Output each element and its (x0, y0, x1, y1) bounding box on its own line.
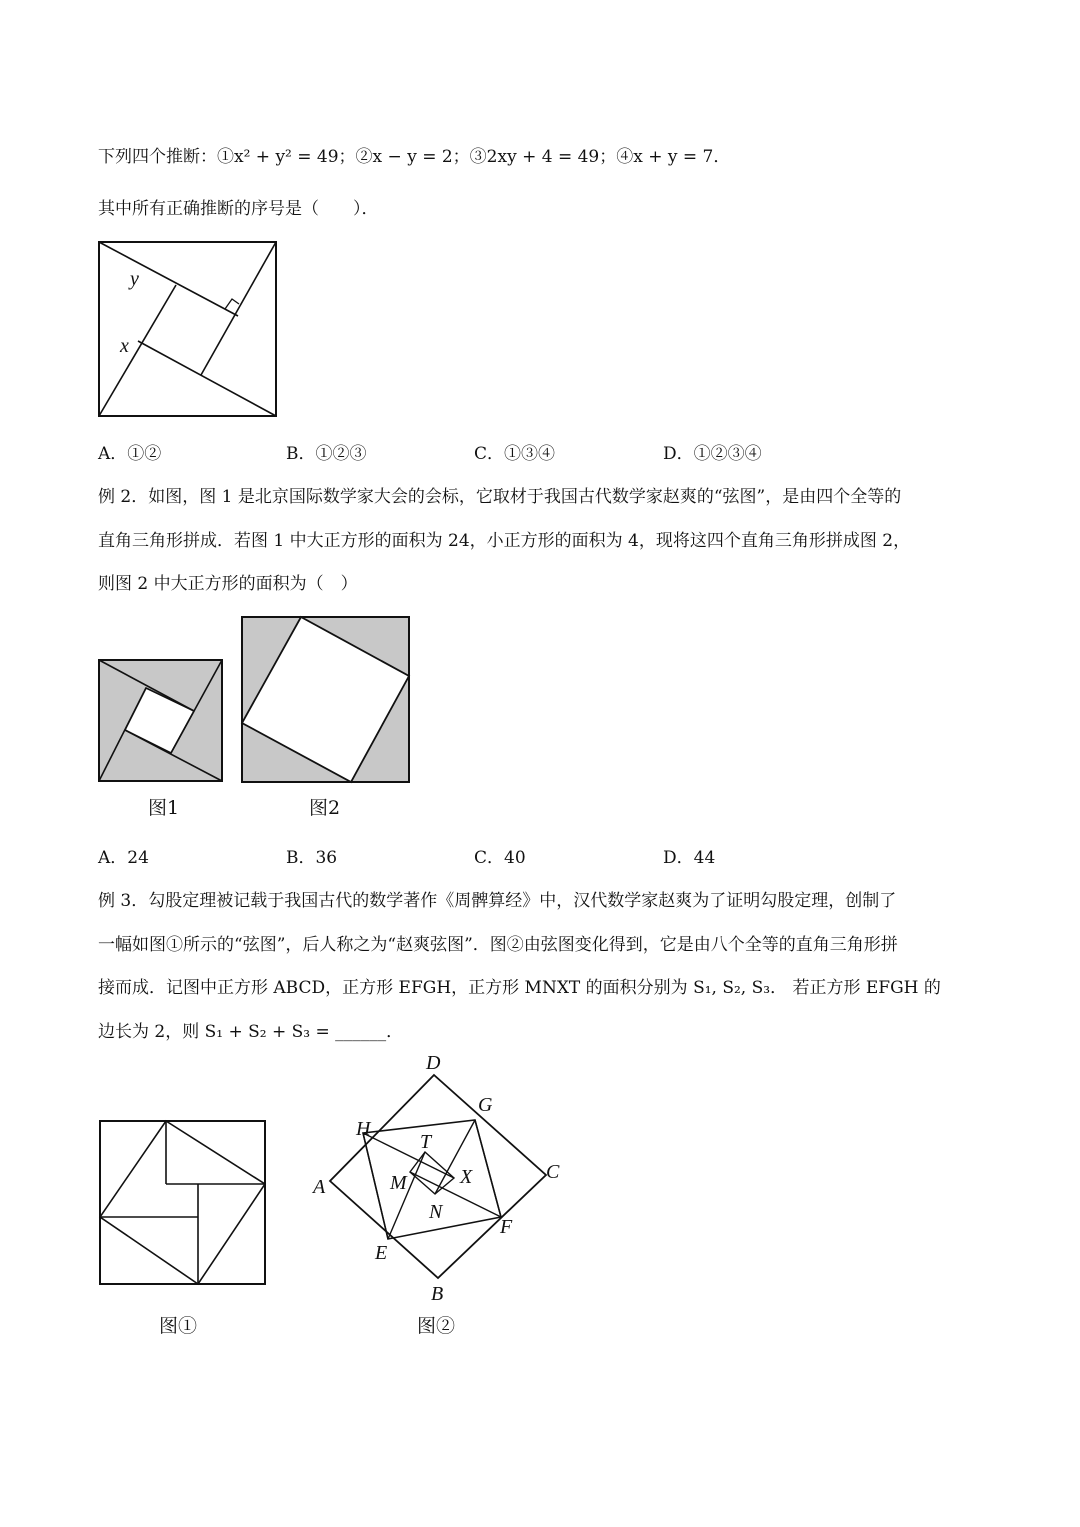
q3-caption-figure-1: 图① (159, 1315, 198, 1337)
q1-statement-line-2: 其中所有正确推断的序号是（ ）． (98, 199, 379, 219)
q2-option-a: A．24 (98, 848, 149, 868)
q2-statement-line-3: 则图 2 中大正方形的面积为（ ） (98, 574, 358, 594)
q3-label-G: G (478, 1094, 493, 1116)
q3-label-D: D (426, 1052, 441, 1074)
q3-label-C: C (546, 1161, 560, 1183)
q2-option-c: C．40 (474, 848, 526, 868)
q2-option-d: D．44 (663, 848, 716, 868)
q3-label-A: A (313, 1176, 326, 1198)
q3-label-H: H (356, 1118, 371, 1140)
q1-option-a: A．①② (98, 444, 162, 464)
q2-option-b: B．36 (286, 848, 338, 868)
q3-statement-line-1: 例 3．勾股定理被记载于我国古代的数学著作《周髀算经》中，汉代数学家赵爽为了证明勾股定理，创制了 (98, 891, 897, 911)
q2-caption-figure-2: 图2 (309, 797, 341, 819)
q3-label-F: F (500, 1216, 513, 1238)
q3-statement-line-3: 接而成．记图中正方形 ABCD，正方形 EFGH，正方形 MNXT 的面积分别为 S₁, S₂, S₃． 若正方形 EFGH 的 (98, 978, 941, 998)
q2-statement-line-1: 例 2．如图，图 1 是北京国际数学家大会的会标，它取材于我国古代数学家赵爽的“弦图”，是由四个全等的 (98, 487, 902, 507)
q1-option-c: C．①③④ (474, 444, 556, 464)
q3-label-B: B (431, 1283, 444, 1305)
q1-statement-line-1: 下列四个推断：①x² + y² = 49；②x − y = 2；③2xy + 4 = 49；④x + y = 7． (98, 147, 731, 167)
q1-option-b: B．①②③ (286, 444, 367, 464)
q2-caption-figure-1: 图1 (148, 797, 180, 819)
q1-label-x: x (120, 335, 129, 357)
q3-label-T: T (420, 1131, 432, 1153)
q3-label-X: X (460, 1166, 473, 1188)
q2-figure-2 (241, 616, 411, 784)
q1-option-d: D．①②③④ (663, 444, 762, 464)
q3-statement-line-4: 边长为 2，则 S₁ + S₂ + S₃ = ______． (98, 1022, 404, 1042)
q2-statement-line-2: 直角三角形拼成．若图 1 中大正方形的面积为 24，小正方形的面积为 4，现将这四个直角三角形拼成图 2， (98, 531, 911, 551)
q3-label-N: N (429, 1201, 443, 1223)
q2-figure-1 (98, 659, 224, 783)
q3-label-E: E (375, 1242, 388, 1264)
q3-label-M: M (390, 1172, 407, 1194)
q3-caption-figure-2: 图② (417, 1315, 456, 1337)
q1-label-y: y (130, 268, 139, 290)
q3-statement-line-2: 一幅如图①所示的“弦图”，后人称之为“赵爽弦图”．图②由弦图变化得到，它是由八个全等的直角三角形拼 (98, 935, 898, 955)
q3-figure-1 (99, 1120, 267, 1286)
q1-figure (98, 241, 278, 418)
q3-figure-2 (300, 1045, 590, 1315)
